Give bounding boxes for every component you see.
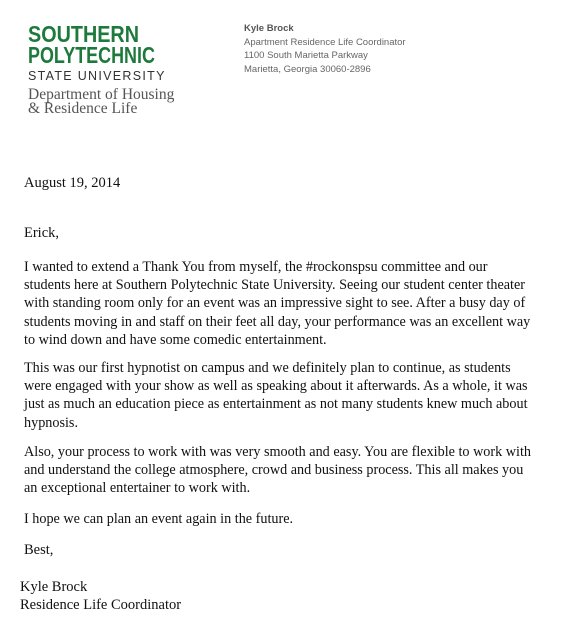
paragraph-line: Also, your process to work with was very smooth and easy. You are flexible to work with [24, 444, 531, 460]
sender-block [244, 22, 406, 76]
university-logo [28, 21, 191, 83]
letter-date: August 19, 2014 [24, 175, 121, 191]
paragraph-line: to wind down and have some comedic entertainment. [24, 331, 327, 348]
paragraph-line: an exceptional entertainer to work with. [24, 480, 251, 497]
department-name [28, 88, 174, 116]
paragraph-line: just as much an education piece as entertainment as not many students knew much about [24, 396, 528, 413]
paragraph-line: I hope we can plan an event again in the future. [24, 511, 294, 527]
salutation: Erick, [24, 225, 60, 241]
department-line-2: & Residence Life [28, 100, 138, 117]
paragraph-line: This was our first hypnotist on campus and we definitely plan to continue, as students [24, 360, 511, 376]
paragraph-3 [24, 443, 548, 498]
paragraph-line: with standing room only for an event was an impressive sight to see. After a busy day of [24, 295, 526, 312]
signature-name: Kyle Brock [20, 579, 88, 595]
paragraph-line: I wanted to extend a Thank You from myself, the #rockonspsu committee and our [24, 259, 488, 275]
paragraph-line: students here at Southern Polytechnic State University. Seeing our student center theater [24, 277, 526, 294]
paragraph-line: were engaged with your show as well as speaking about it afterwards. As a whole, it was [24, 378, 528, 395]
paragraph-line: students moving in and staff on their feet all day, your performance was an excellent way [24, 313, 531, 330]
sender-name: Kyle Brock [244, 23, 294, 34]
paragraph-2 [24, 359, 548, 432]
department-line-1: Department of Housing [28, 86, 175, 103]
logo-line-polytechnic: POLYTECHNIC [28, 42, 155, 68]
sender-address-line-1: 1100 South Marietta Parkway [244, 50, 368, 61]
sender-title: Apartment Residence Life Coordinator [244, 36, 406, 48]
signature-block [20, 578, 181, 614]
sender-address-line-2: Marietta, Georgia 30060-2896 [244, 63, 371, 75]
logo-line-southern: SOUTHERN [28, 21, 139, 47]
paragraph-1 [24, 258, 548, 349]
paragraph-4 [24, 510, 548, 528]
signature-title: Residence Life Coordinator [20, 597, 182, 613]
closing: Best, [24, 542, 54, 558]
logo-line-state-university: STATE UNIVERSITY [28, 69, 166, 83]
paragraph-line: and understand the college atmosphere, crowd and business process. This all makes you [24, 462, 524, 479]
paragraph-line: hypnosis. [24, 414, 78, 431]
